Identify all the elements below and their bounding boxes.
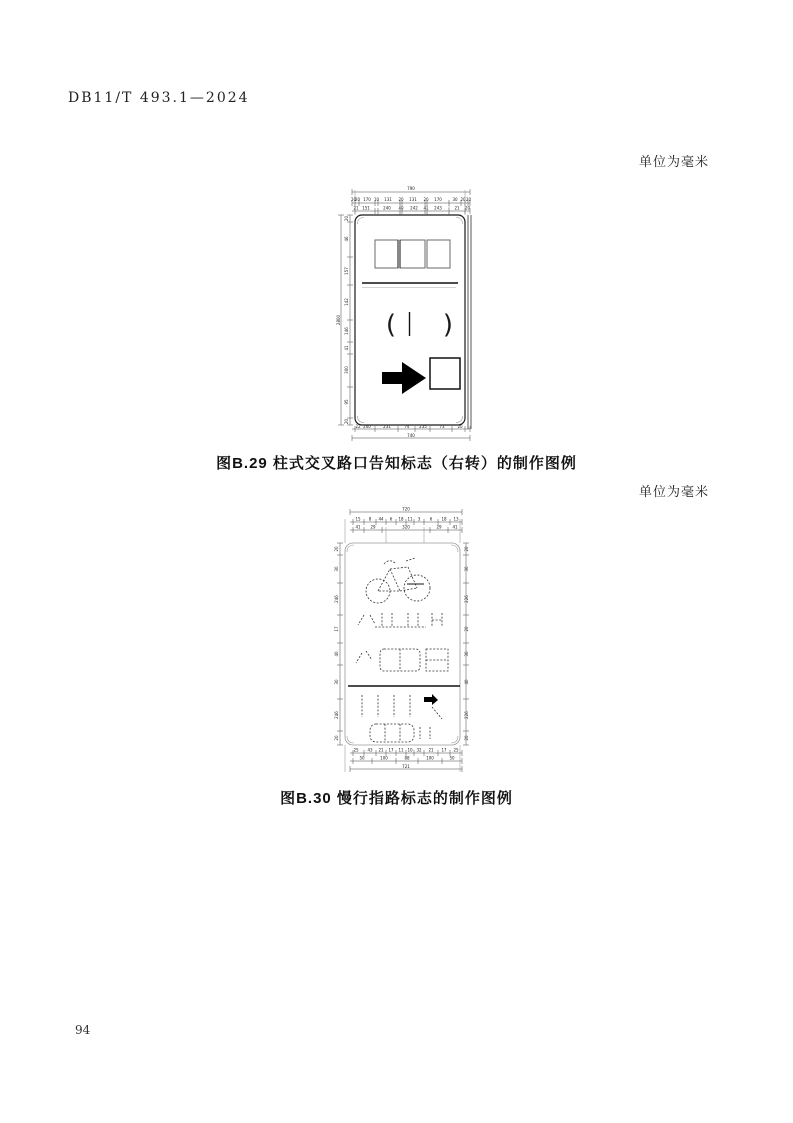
dim-chain-top2 bbox=[355, 516, 459, 521]
paren-close-glyph: ) bbox=[442, 310, 454, 340]
dim-label: 11 bbox=[398, 747, 404, 753]
dim-label: 100 bbox=[380, 755, 388, 761]
dim-label: 25 bbox=[453, 747, 459, 753]
dim-chain-top3 bbox=[355, 524, 458, 529]
dim-label: 246 bbox=[334, 595, 339, 603]
dim-chain-top2 bbox=[351, 197, 472, 202]
figure-b29-caption: 图B.29 柱式交叉路口告知标志（右转）的制作图例 bbox=[216, 455, 577, 472]
unit-note-2: 单位为毫米 bbox=[638, 484, 709, 499]
dim-label: 20 bbox=[350, 197, 357, 203]
dim-label: 40 bbox=[334, 651, 339, 657]
dim-label: 20 bbox=[334, 546, 339, 552]
dim-label: 790 bbox=[407, 186, 415, 191]
dim-label: 15 bbox=[355, 516, 361, 522]
dim-label: 320 bbox=[402, 524, 410, 530]
dim-label: 235 bbox=[419, 424, 427, 429]
standard-number-header: DB11/T 493.1—2024 bbox=[68, 90, 250, 106]
dim-label: 46 bbox=[344, 236, 349, 242]
dim-label: 17 bbox=[441, 747, 447, 753]
dim-label: 10 bbox=[373, 197, 380, 203]
dim-label: 20 bbox=[344, 418, 349, 425]
dim-label: 2800 bbox=[336, 314, 341, 326]
dim-label: 29 bbox=[436, 524, 442, 530]
dim-label: 20 bbox=[457, 424, 463, 429]
dim-label: 18 bbox=[441, 516, 447, 522]
dim-chain-bottom2 bbox=[359, 755, 455, 760]
dim-label: 44 bbox=[378, 516, 384, 522]
dim-chain-top3 bbox=[353, 205, 470, 210]
dim-label: 73 bbox=[439, 424, 445, 429]
dim-label: 41 bbox=[355, 524, 361, 530]
dim-label: 200 bbox=[363, 424, 371, 429]
dim-label: 6 bbox=[389, 516, 393, 522]
paren-open-glyph: ( bbox=[385, 310, 397, 340]
dim-label: 41 bbox=[423, 205, 429, 211]
dim-label: 3 bbox=[417, 516, 421, 522]
dim-label: 100 bbox=[426, 755, 434, 761]
dim-label: 30 bbox=[334, 566, 339, 572]
dim-label: 74 bbox=[404, 424, 410, 429]
dim-label: 6 bbox=[429, 516, 433, 522]
dim-label: 170 bbox=[434, 197, 442, 203]
dim-label: 157 bbox=[344, 267, 349, 275]
dim-label: 8 bbox=[368, 516, 372, 522]
figure-b30-caption: 图B.30 慢行指路标志的制作图例 bbox=[280, 790, 513, 807]
dim-label: 20 bbox=[464, 735, 469, 741]
dim-label: 740 bbox=[407, 433, 415, 438]
dim-label: 720 bbox=[402, 506, 410, 512]
dim-label: 300 bbox=[344, 366, 349, 374]
dim-label: 43 bbox=[367, 747, 373, 753]
dim-label: 20 bbox=[464, 205, 471, 211]
dim-label: 30 bbox=[452, 197, 458, 203]
dim-label: 21 bbox=[454, 205, 460, 211]
dim-chain-left bbox=[334, 546, 339, 741]
dim-label: 40 bbox=[464, 679, 469, 685]
dim-label: 41 bbox=[344, 345, 349, 351]
figure-b30-drawing bbox=[320, 503, 485, 778]
dim-label: 243 bbox=[434, 205, 442, 211]
dim-label: 50 bbox=[449, 755, 455, 761]
dim-label: 11 bbox=[407, 516, 413, 522]
dim-label: 226 bbox=[464, 711, 469, 719]
dim-label: 20 bbox=[334, 735, 339, 741]
dim-chain-right bbox=[464, 546, 469, 741]
dim-label: 231 bbox=[383, 424, 391, 429]
dim-label: 18 bbox=[398, 516, 404, 522]
dim-label: 29 bbox=[370, 524, 376, 530]
right-extension-lines bbox=[468, 215, 471, 429]
dim-label: 721 bbox=[402, 764, 410, 769]
dim-label: 10 bbox=[407, 747, 413, 753]
dim-label: 88 bbox=[404, 755, 410, 761]
figure-b29-drawing bbox=[330, 182, 495, 444]
dim-label: 170 bbox=[363, 197, 371, 203]
dim-label: 30 bbox=[334, 679, 339, 685]
dim-label: 17 bbox=[334, 626, 339, 632]
dim-label: 20 bbox=[354, 197, 361, 203]
dim-label: 142 bbox=[344, 298, 349, 306]
dim-label: 95 bbox=[344, 399, 349, 405]
dim-label: 131 bbox=[384, 197, 392, 203]
dim-label: 20 bbox=[423, 197, 429, 203]
dim-label: 20 bbox=[465, 197, 472, 203]
dim-label: 21 bbox=[378, 747, 384, 753]
dim-label: 17 bbox=[388, 747, 394, 753]
dim-label: 30 bbox=[464, 651, 469, 657]
dim-label: 242 bbox=[410, 205, 418, 211]
dim-label: 25 bbox=[353, 747, 359, 753]
dim-label: 13 bbox=[453, 516, 459, 522]
dim-label: 240 bbox=[383, 205, 391, 211]
dim-label: 21 bbox=[428, 747, 434, 753]
dim-label: 226 bbox=[464, 595, 469, 603]
dim-label: 151 bbox=[362, 205, 370, 211]
dim-label: 20 bbox=[398, 197, 404, 203]
unit-note-1: 单位为毫米 bbox=[638, 154, 709, 169]
dim-label: 146 bbox=[344, 327, 349, 335]
dim-label: 20 bbox=[460, 197, 466, 203]
dim-label: 50 bbox=[359, 755, 365, 761]
dim-label: 20 bbox=[464, 626, 469, 632]
dim-label: 20 bbox=[464, 546, 469, 552]
dim-label: 40 bbox=[398, 205, 404, 211]
page-number: 94 bbox=[75, 1023, 91, 1037]
dim-label: 246 bbox=[334, 711, 339, 719]
dim-label: 41 bbox=[452, 524, 458, 530]
dim-label: 32 bbox=[416, 747, 422, 753]
dim-label: 131 bbox=[409, 197, 417, 203]
dim-label: 21 bbox=[353, 205, 359, 211]
dim-label: 22 bbox=[355, 424, 361, 429]
dim-label: 20 bbox=[344, 215, 349, 222]
dim-label: 30 bbox=[464, 566, 469, 572]
